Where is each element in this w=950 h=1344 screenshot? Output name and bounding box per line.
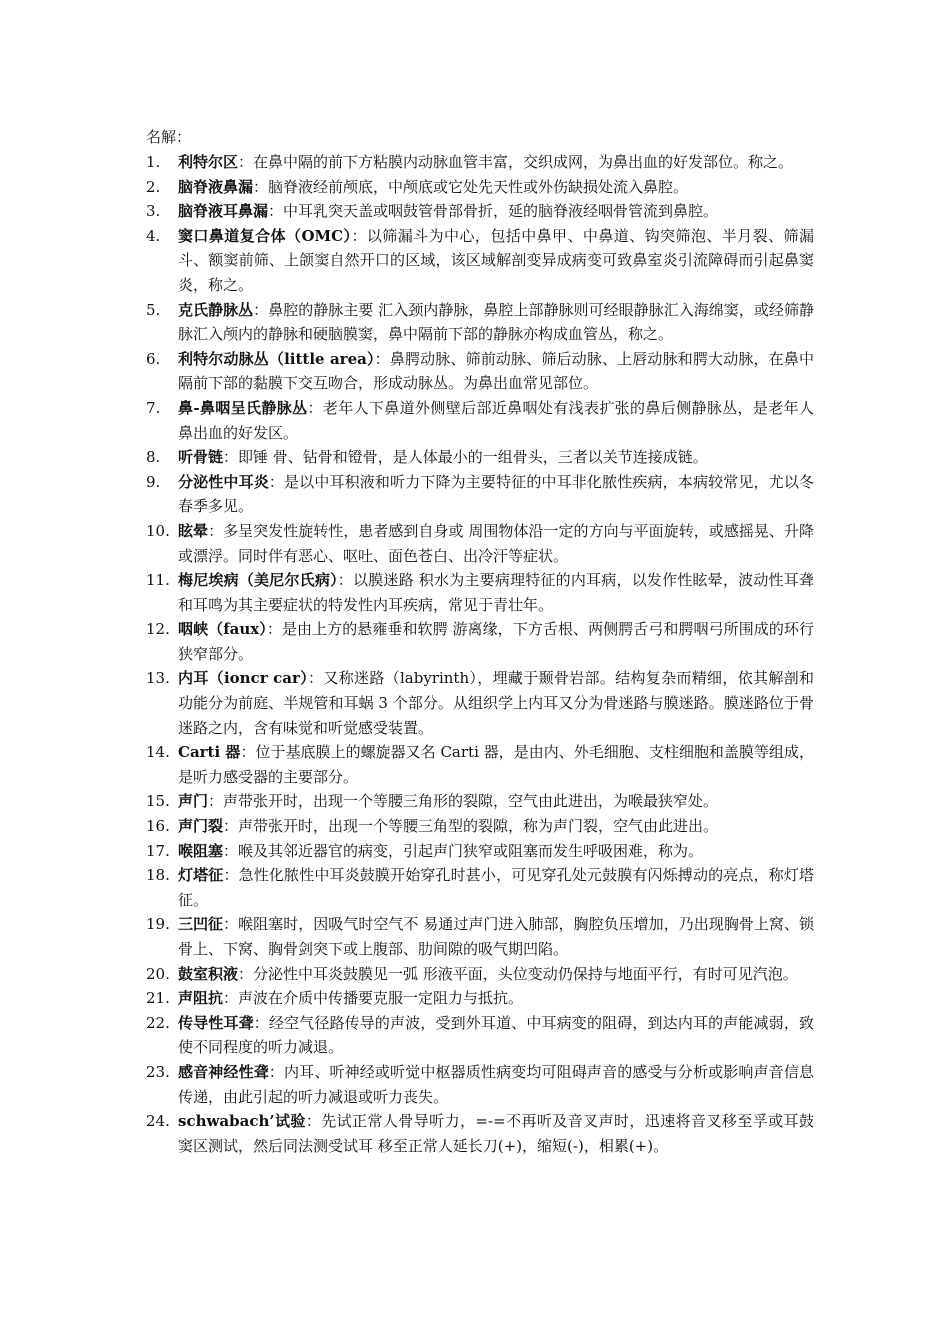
entry-body bbox=[178, 962, 814, 987]
entry-term: 灯塔征 bbox=[178, 866, 224, 885]
entry-definition: 喉及其邻近器官的病变，引起声门狭窄或阻塞而发生呼吸困难，称为。 bbox=[238, 841, 704, 860]
entry-separator: ： bbox=[253, 1013, 269, 1032]
entry-number: 6. bbox=[146, 349, 161, 368]
entry-number: 4. bbox=[146, 226, 161, 245]
entry-number: 14. bbox=[146, 743, 170, 762]
entry-body bbox=[178, 789, 814, 814]
term-entry bbox=[146, 470, 814, 519]
entry-separator: ： bbox=[238, 964, 254, 983]
entry-separator: ： bbox=[351, 226, 367, 245]
entry-term: 传导性耳聋 bbox=[178, 1013, 254, 1032]
term-entry bbox=[146, 789, 814, 814]
term-entry bbox=[146, 224, 814, 298]
term-entry bbox=[146, 814, 814, 839]
entry-body bbox=[178, 839, 814, 864]
entry-separator: ： bbox=[223, 841, 239, 860]
entry-body bbox=[178, 617, 814, 666]
entry-definition: 分泌性中耳炎鼓膜见一弧 形液平面，头位变动仍保持与地面平行，有时可见汽泡。 bbox=[253, 964, 798, 983]
term-entry bbox=[146, 396, 814, 445]
entry-definition: 急性化脓性中耳炎鼓膜开始穿孔时甚小，可见穿孔处元鼓膜有闪烁搏动的亮点，称灯塔征。 bbox=[178, 866, 814, 909]
term-entry bbox=[146, 912, 814, 961]
entry-term: 听骨链 bbox=[178, 448, 224, 467]
entry-number: 5. bbox=[146, 300, 161, 319]
document-page bbox=[146, 126, 814, 1158]
entry-separator: ： bbox=[223, 915, 239, 934]
entry-separator: ： bbox=[337, 571, 353, 590]
entry-definition: 是以中耳积液和听力下降为主要特征的中耳非化脓性疾病，本病较常见，尤以冬春季多见。 bbox=[178, 472, 814, 516]
entry-definition: 鼻腔的静脉主要 汇入颈内静脉，鼻腔上部静脉则可经眼静脉汇入海绵窦，或经筛静脉汇入颅内的静脉和硬脑膜窦，鼻中隔前下部的静脉亦构成血管丛，称之。 bbox=[178, 300, 814, 344]
entry-separator: ： bbox=[268, 1062, 285, 1081]
entry-number: 22. bbox=[146, 1013, 170, 1032]
entry-term: 声门裂 bbox=[178, 817, 224, 836]
entry-body bbox=[178, 150, 814, 175]
entry-body bbox=[178, 224, 814, 298]
entry-number: 15. bbox=[146, 792, 170, 811]
entry-term: 声阻抗 bbox=[178, 989, 224, 1008]
term-entry bbox=[146, 298, 814, 347]
entry-separator: ： bbox=[223, 866, 239, 885]
entry-definition: 先试正常人骨导听力，=-=不再听及音叉声时，迅速将音叉移至孚或耳鼓窦区测试，然后同法测受试耳 移至正常人延长刀(+)，缩短(-)，相累(+)。 bbox=[178, 1112, 814, 1155]
entry-term: 窦口鼻道复合体（OMC） bbox=[178, 226, 352, 245]
entry-number: 2. bbox=[146, 177, 161, 196]
entry-definition: 内耳、听神经或听觉中枢器质性病变均可阻碍声音的感受与分析或影响声音信息传递，由此引起的听力减退或听力丧失。 bbox=[178, 1062, 814, 1106]
entry-body bbox=[178, 347, 814, 396]
entry-definition: 喉阻塞时，因吸气时空气不 易通过声门进入肺部，胸腔负压增加，乃出现胸骨上窝、锁骨上、下窝、胸骨剑突下或上腹部、肋间隙的吸气期凹陷。 bbox=[178, 915, 814, 958]
section-heading: 名解： bbox=[146, 128, 192, 146]
entry-separator: ： bbox=[266, 620, 282, 639]
entry-term: 感音神经性聋 bbox=[178, 1062, 269, 1081]
entry-body bbox=[178, 1060, 814, 1109]
entry-definition: 是由上方的悬雍垂和软腭 游离缘，下方舌根、两侧腭舌弓和腭咽弓所围成的环行狭窄部分。 bbox=[178, 620, 814, 663]
entry-term: 脑脊液鼻漏 bbox=[178, 177, 254, 196]
entry-separator: ： bbox=[253, 177, 269, 196]
term-entry bbox=[146, 519, 814, 568]
term-entry bbox=[146, 666, 814, 740]
entry-separator: ： bbox=[308, 669, 324, 688]
entry-term: 三凹征 bbox=[178, 915, 224, 934]
entry-definition: 声波在介质中传播要克服一定阻力与抵抗。 bbox=[238, 989, 524, 1008]
entry-separator: ： bbox=[253, 300, 269, 319]
term-entry bbox=[146, 347, 814, 396]
term-entry bbox=[146, 962, 814, 987]
entry-definition: 在鼻中隔的前下方粘膜内动脉血管丰富，交织成网，为鼻出血的好发部位。称之。 bbox=[253, 153, 794, 171]
entry-term: 克氏静脉丛 bbox=[178, 300, 254, 319]
entry-term: 鼻-鼻咽呈氏静脉丛 bbox=[178, 398, 308, 417]
entry-body bbox=[178, 445, 814, 470]
entry-separator: ： bbox=[223, 817, 239, 836]
term-entry bbox=[146, 986, 814, 1011]
entry-definition: 脑脊液经前颅底，中颅底或它处先天性或外伤缺损处流入鼻腔。 bbox=[268, 177, 689, 196]
entry-separator: ： bbox=[305, 1112, 322, 1131]
term-entry bbox=[146, 863, 814, 912]
entry-term: 脑脊液耳鼻漏 bbox=[178, 202, 269, 221]
entry-definition: 声带张开时，出现一个等腰三角型的裂隙，称为声门裂，空气由此进出。 bbox=[238, 817, 719, 836]
entry-term: 声门 bbox=[178, 792, 209, 811]
term-entry bbox=[146, 1109, 814, 1158]
entry-definition: 多呈突发性旋转性，患者感到自身或 周围物体沿一定的方向与平面旋转，或感摇晃、升降或漂浮。同时伴有恶心、呕吐、面色苍白、出冷汗等症状。 bbox=[178, 521, 814, 565]
entry-definition: 老年人下鼻道外侧壁后部近鼻咽处有浅表扩张的鼻后侧静脉丛，是老年人鼻出血的好发区。 bbox=[178, 398, 814, 442]
term-list bbox=[146, 150, 814, 1158]
entry-definition: 以膜迷路 积水为主要病理特征的内耳病，以发作性眩晕，波动性耳聋和耳鸣为其主要症状的特发性内耳疾病，常见于青壮年。 bbox=[178, 571, 814, 614]
entry-term: 内耳（ioncr car） bbox=[178, 669, 309, 688]
entry-term: 利特尔动脉丛（little area） bbox=[178, 349, 375, 368]
entry-separator: ： bbox=[240, 743, 256, 762]
entry-body bbox=[178, 986, 814, 1011]
entry-body bbox=[178, 568, 814, 617]
entry-number: 13. bbox=[146, 669, 170, 688]
term-entry bbox=[146, 445, 814, 470]
entry-number: 7. bbox=[146, 398, 161, 417]
entry-body bbox=[178, 396, 814, 445]
entry-term: Carti 器 bbox=[178, 743, 241, 762]
term-entry bbox=[146, 839, 814, 864]
entry-separator: ： bbox=[238, 153, 254, 171]
entry-number: 11. bbox=[146, 571, 170, 590]
entry-body bbox=[178, 814, 814, 839]
entry-separator: ： bbox=[374, 349, 390, 368]
entry-body bbox=[178, 175, 814, 200]
entry-number: 19. bbox=[146, 915, 170, 934]
entry-number: 21. bbox=[146, 989, 170, 1008]
term-entry bbox=[146, 150, 814, 175]
entry-definition: 鼻腭动脉、筛前动脉、筛后动脉、上唇动脉和腭大动脉，在鼻中隔前下部的黏膜下交互吻合，形成动脉丛。为鼻出血常见部位。 bbox=[178, 349, 814, 393]
entry-body bbox=[178, 519, 814, 568]
entry-body bbox=[178, 863, 814, 912]
entry-separator: ： bbox=[208, 521, 224, 540]
entry-separator: ： bbox=[268, 202, 284, 221]
entry-definition: 中耳乳突天盖或咽鼓管骨部骨折，延的脑脊液经咽骨管流到鼻腔。 bbox=[283, 202, 719, 221]
entry-term: 咽峡（faux） bbox=[178, 620, 267, 639]
entry-definition: 又称迷路（labyrinth），埋藏于颞骨岩部。结构复杂而精细，依其解剖和功能分为前庭、半规管和耳蜗 3 个部分。从组织学上内耳又分为骨迷路与膜迷路。膜迷路位于骨迷路之内，含有味觉和听觉感受装置。 bbox=[178, 669, 814, 737]
entry-number: 17. bbox=[146, 841, 170, 860]
entry-separator: ： bbox=[223, 448, 239, 467]
term-entry bbox=[146, 1060, 814, 1109]
entry-definition: 即锤 骨、钻骨和镫骨，是人体最小的一组骨头，三者以关节连接成链。 bbox=[238, 448, 708, 467]
entry-term: 喉阻塞 bbox=[178, 841, 224, 860]
term-entry bbox=[146, 1011, 814, 1060]
term-entry bbox=[146, 199, 814, 224]
entry-number: 20. bbox=[146, 964, 170, 983]
entry-term: 梅尼埃病（美尼尔氏病） bbox=[178, 571, 338, 590]
term-entry bbox=[146, 740, 814, 789]
entry-separator: ： bbox=[208, 792, 224, 811]
entry-term: 鼓室积液 bbox=[178, 964, 239, 983]
entry-separator: ： bbox=[307, 398, 323, 417]
term-entry bbox=[146, 175, 814, 200]
entry-body bbox=[178, 298, 814, 347]
entry-body bbox=[178, 1011, 814, 1060]
entry-definition: 经空气径路传导的声波，受到外耳道、中耳病变的阻碍，到达内耳的声能减弱，致使不同程度的听力减退。 bbox=[178, 1013, 814, 1057]
entry-definition: 位于基底膜上的螺旋器又名 Carti 器，是由内、外毛细胞、支柱细胞和盖膜等组成，是听力感受器的主要部分。 bbox=[178, 743, 814, 786]
entry-number: 18. bbox=[146, 866, 170, 885]
entry-number: 10. bbox=[146, 521, 170, 540]
entry-term: schwabach’试验 bbox=[178, 1112, 306, 1131]
entry-number: 23. bbox=[146, 1062, 170, 1081]
entry-body bbox=[178, 1109, 814, 1158]
entry-term: 分泌性中耳炎 bbox=[178, 472, 269, 491]
entry-number: 3. bbox=[146, 202, 161, 221]
entry-body bbox=[178, 666, 814, 740]
entry-body bbox=[178, 470, 814, 519]
entry-number: 12. bbox=[146, 620, 170, 639]
entry-separator: ： bbox=[223, 989, 239, 1008]
entry-term: 利特尔区 bbox=[178, 153, 239, 171]
entry-body bbox=[178, 912, 814, 961]
entry-number: 24. bbox=[146, 1112, 170, 1131]
entry-number: 1. bbox=[146, 153, 161, 171]
entry-definition: 以筛漏斗为中心，包括中鼻甲、中鼻道、钩突筛泡、半月裂、筛漏斗、额窦前筛、上颌窦自然开口的区域，该区域解剖变异成病变可致鼻室炎引流障碍而引起鼻窦炎，称之。 bbox=[178, 226, 814, 294]
term-entry bbox=[146, 617, 814, 666]
entry-separator: ： bbox=[268, 472, 285, 491]
entry-number: 16. bbox=[146, 817, 170, 836]
entry-term: 眩晕 bbox=[178, 521, 209, 540]
entry-number: 9. bbox=[146, 472, 161, 491]
entry-body bbox=[178, 199, 814, 224]
entry-body bbox=[178, 740, 814, 789]
term-entry bbox=[146, 568, 814, 617]
entry-definition: 声带张开时，出现一个等腰三角形的裂隙，空气由此进出，为喉最狭窄处。 bbox=[223, 792, 719, 811]
entry-number: 8. bbox=[146, 448, 161, 467]
